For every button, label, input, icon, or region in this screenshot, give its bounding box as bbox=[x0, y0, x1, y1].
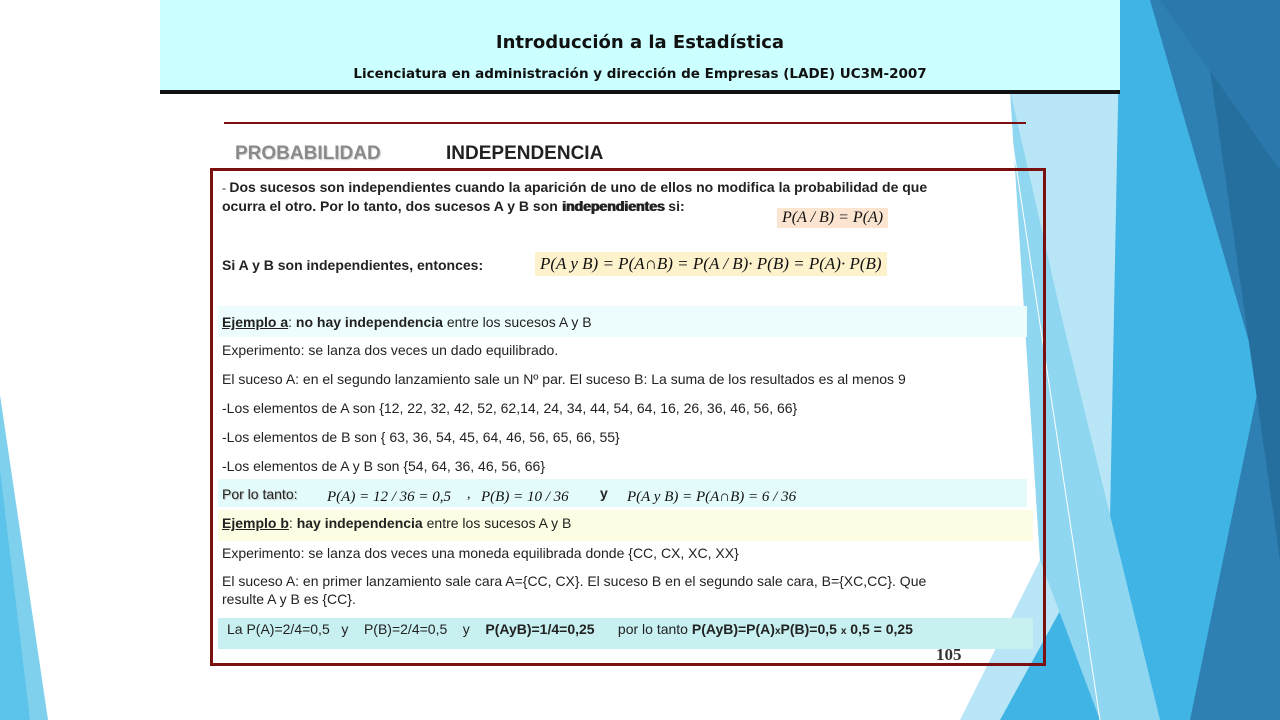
content-box bbox=[210, 168, 1046, 666]
example-b-result: La P(A)=2/4=0,5 y P(B)=2/4=0,5 y P(AyB)=1/4=0,25 por lo tanto P(AyB)=P(A)xP(B)=0,5 x 0,5 = 0,25 bbox=[227, 621, 913, 637]
example-b-line: resulte A y B es {CC}. bbox=[222, 591, 356, 607]
course-subtitle: Licenciatura en administración y dirección de Empresas (LADE) UC3M-2007 bbox=[353, 66, 927, 82]
example-a-line: -Los elementos de A son {12, 22, 32, 42, 52, 62,14, 24, 34, 44, 54, 64, 16, 26, 36, 46, 56, 66} bbox=[222, 400, 798, 416]
example-a-line: Experimento: se lanza dos veces un dado equilibrado. bbox=[222, 342, 559, 358]
por-lo-tanto: Por lo tanto: bbox=[222, 486, 298, 502]
example-b-line: Experimento: se lanza dos veces una moneda equilibrada donde {CC, CX, XC, XX} bbox=[222, 545, 739, 561]
intro-line-1: - Dos sucesos son independientes cuando la aparición de uno de ellos no modifica la probabilidad de que bbox=[222, 179, 928, 195]
slide-header bbox=[160, 0, 1120, 94]
example-a-line: -Los elementos de B son { 63, 36, 54, 45, 64, 46, 56, 65, 66, 55} bbox=[222, 429, 620, 445]
example-b-line: El suceso A: en primer lanzamiento sale cara A={CC, CX}. El suceso B en el segundo sale cara, B={XC,CC}. Que bbox=[222, 573, 927, 589]
example-b-heading: Ejemplo b: hay independencia entre los sucesos A y B bbox=[222, 515, 572, 531]
formula-pab: P(A y B) = P(A∩B) = 6 / 36 bbox=[627, 489, 797, 505]
product-formula: P(A y B) = P(A∩B) = P(A / B)· P(B) = P(A)· P(B) bbox=[535, 252, 887, 276]
formula-pb: P(B) = 10 / 36 bbox=[481, 489, 569, 505]
formula-comma: , bbox=[467, 487, 471, 502]
formula-pa: P(A) = 12 / 36 = 0,5 bbox=[327, 489, 451, 505]
example-a-line: El suceso A: en el segundo lanzamiento sale un Nº par. El suceso B: La suma de los resultados es al menos 9 bbox=[222, 371, 906, 387]
course-title: Introducción a la Estadística bbox=[495, 32, 785, 53]
formula-and: y bbox=[600, 485, 608, 501]
indep-label: Si A y B son independientes, entonces: bbox=[222, 257, 484, 273]
independence-formula: P(A / B) = P(A) bbox=[777, 208, 888, 228]
section-title: PROBABILIDAD bbox=[235, 143, 381, 164]
example-a-line: -Los elementos de A y B son {54, 64, 36, 46, 56, 66} bbox=[222, 458, 546, 474]
page-number: 105 bbox=[936, 645, 962, 664]
example-a-heading: Ejemplo a: no hay independencia entre los sucesos A y B bbox=[222, 314, 592, 330]
title-rule bbox=[224, 122, 1026, 124]
topic-title: INDEPENDENCIA bbox=[446, 143, 604, 164]
intro-line-2: ocurra el otro. Por lo tanto, dos sucesos A y B son independientes si: bbox=[222, 198, 685, 214]
